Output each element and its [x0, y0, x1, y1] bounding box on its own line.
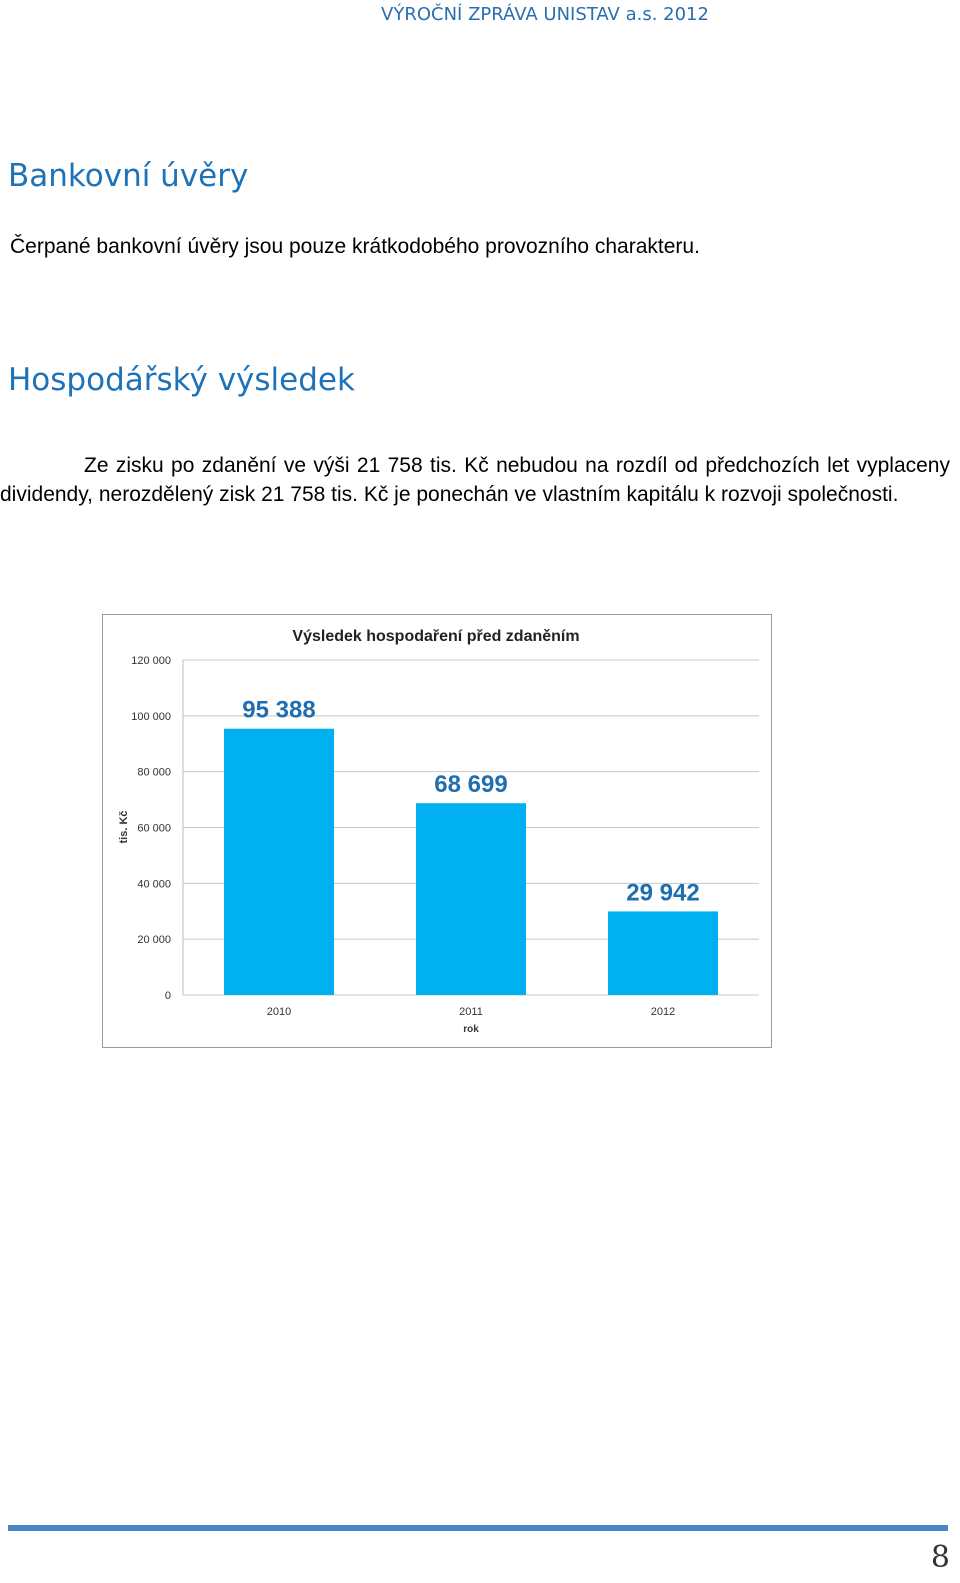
bank-loans-text: Čerpané bankovní úvěry jsou pouze krátkodobého provozního charakteru. [10, 235, 700, 258]
y-tick-label: 80 000 [137, 766, 171, 779]
bar-2011 [416, 803, 526, 995]
y-tick-label: 120 000 [131, 655, 171, 667]
y-tick-label: 0 [164, 990, 171, 1002]
economic-result-paragraph [0, 451, 950, 509]
data-label: 29 942 [626, 879, 700, 907]
data-label: 68 699 [434, 771, 508, 799]
heading-economic-result: Hospodářský výsledek [8, 362, 355, 398]
bar-2012 [608, 911, 718, 995]
chart-title: Výsledek hospodaření před zdaněním [292, 628, 580, 645]
x-tick-label: 2010 [266, 1006, 292, 1018]
x-tick-label: 2012 [650, 1006, 676, 1018]
y-tick-label: 40 000 [137, 878, 171, 891]
footer-divider [8, 1525, 948, 1531]
y-axis-label: tis. Kč [118, 810, 130, 844]
y-tick-label: 60 000 [137, 822, 171, 835]
header-title: VÝROČNÍ ZPRÁVA UNISTAV a.s. 2012 [381, 4, 709, 25]
data-label: 95 388 [242, 696, 316, 724]
page-header [0, 4, 960, 25]
y-tick-label: 20 000 [137, 934, 171, 947]
chart-canvas [103, 615, 771, 1047]
economic-result-text: Ze zisku po zdanění ve výši 21 758 tis. Kč nebudou na rozdíl od předchozích let vyplaceny dividendy, nerozdělený zisk 21 758 tis. Kč je ponechán ve vlastním kapitálu k rozvoji společnosti. [0, 454, 950, 506]
x-axis-label: rok [463, 1024, 479, 1035]
x-tick-label: 2011 [459, 1006, 483, 1018]
bar-2010 [224, 729, 334, 995]
heading-bank-loans: Bankovní úvěry [8, 158, 249, 194]
y-tick-label: 100 000 [131, 710, 171, 723]
page-number: 8 [930, 1540, 950, 1575]
profit-chart [102, 614, 772, 1048]
